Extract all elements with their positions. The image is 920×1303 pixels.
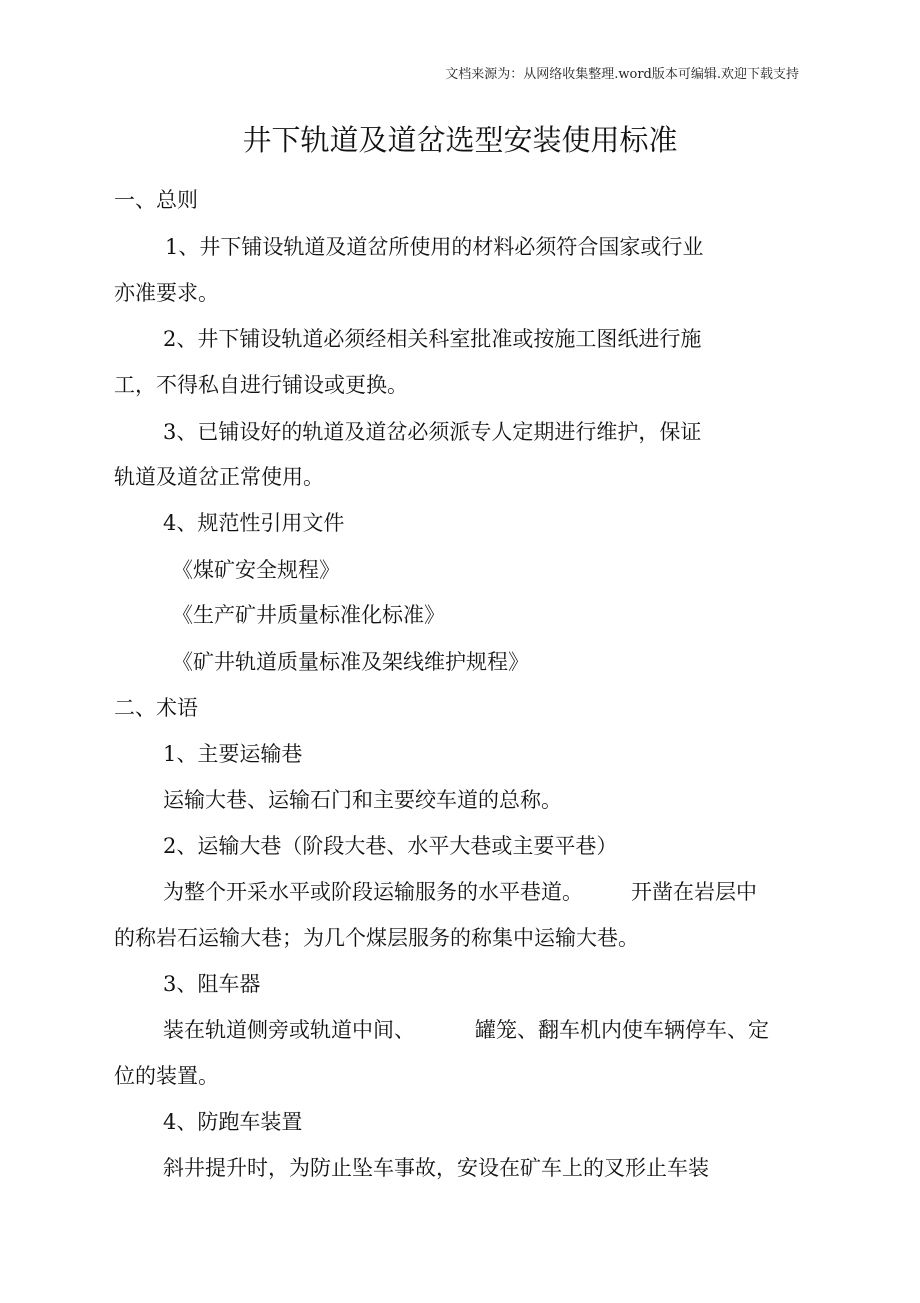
list-item-heading: 4、规范性引用文件 xyxy=(163,511,345,535)
term-heading: 3、阻车器 xyxy=(163,972,261,996)
term-definition: 的称岩石运输大巷；为几个煤层服务的称集中运输大巷。 xyxy=(114,926,639,950)
section-heading-general: 一、总则 xyxy=(114,188,198,212)
term-definition: 斜井提升时，为防止坠车事故，安设在矿车上的叉形止车装 xyxy=(163,1156,709,1180)
paragraph-line: 轨道及道岔正常使用。 xyxy=(114,465,324,489)
section-heading-terms: 二、术语 xyxy=(114,696,198,720)
term-definition-part: 为整个开采水平或阶段运输服务的水平巷道。 xyxy=(163,880,583,904)
term-heading: 2、运输大巷（阶段大巷、水平大巷或主要平巷） xyxy=(163,834,618,858)
term-definition-part: 开凿在岩层中 xyxy=(631,880,757,904)
paragraph-line: 3、已铺设好的轨道及道岔必须派专人定期进行维护，保证 xyxy=(163,420,702,444)
paragraph-line: 1、井下铺设轨道及道岔所使用的材料必须符合国家或行业 xyxy=(165,235,704,259)
referenced-document: 《矿井轨道质量标准及架线维护规程》 xyxy=(172,650,529,674)
paragraph-line: 2、井下铺设轨道必须经相关科室批准或按施工图纸进行施 xyxy=(163,327,702,351)
paragraph-line: 亦准要求。 xyxy=(114,281,219,305)
term-definition-part: 装在轨道侧旁或轨道中间、 xyxy=(163,1018,415,1042)
term-heading: 1、主要运输巷 xyxy=(163,742,303,766)
term-definition-part: 罐笼、翻车机内使车辆停车、定 xyxy=(475,1018,769,1042)
term-heading: 4、防跑车装置 xyxy=(163,1110,303,1134)
term-definition: 位的装置。 xyxy=(114,1064,219,1088)
referenced-document: 《煤矿安全规程》 xyxy=(172,558,340,582)
term-definition xyxy=(163,1016,769,1044)
referenced-document: 《生产矿井质量标准化标准》 xyxy=(172,603,445,627)
paragraph-line: 工，不得私自进行铺设或更换。 xyxy=(114,373,408,397)
page-header-note: 文档来源为：从网络收集整理.word版本可编辑.欢迎下载支持 xyxy=(445,67,799,82)
term-definition: 运输大巷、运输石门和主要绞车道的总称。 xyxy=(163,788,562,812)
term-definition xyxy=(163,878,757,906)
document-title: 井下轨道及道岔选型安装使用标准 xyxy=(242,123,678,157)
